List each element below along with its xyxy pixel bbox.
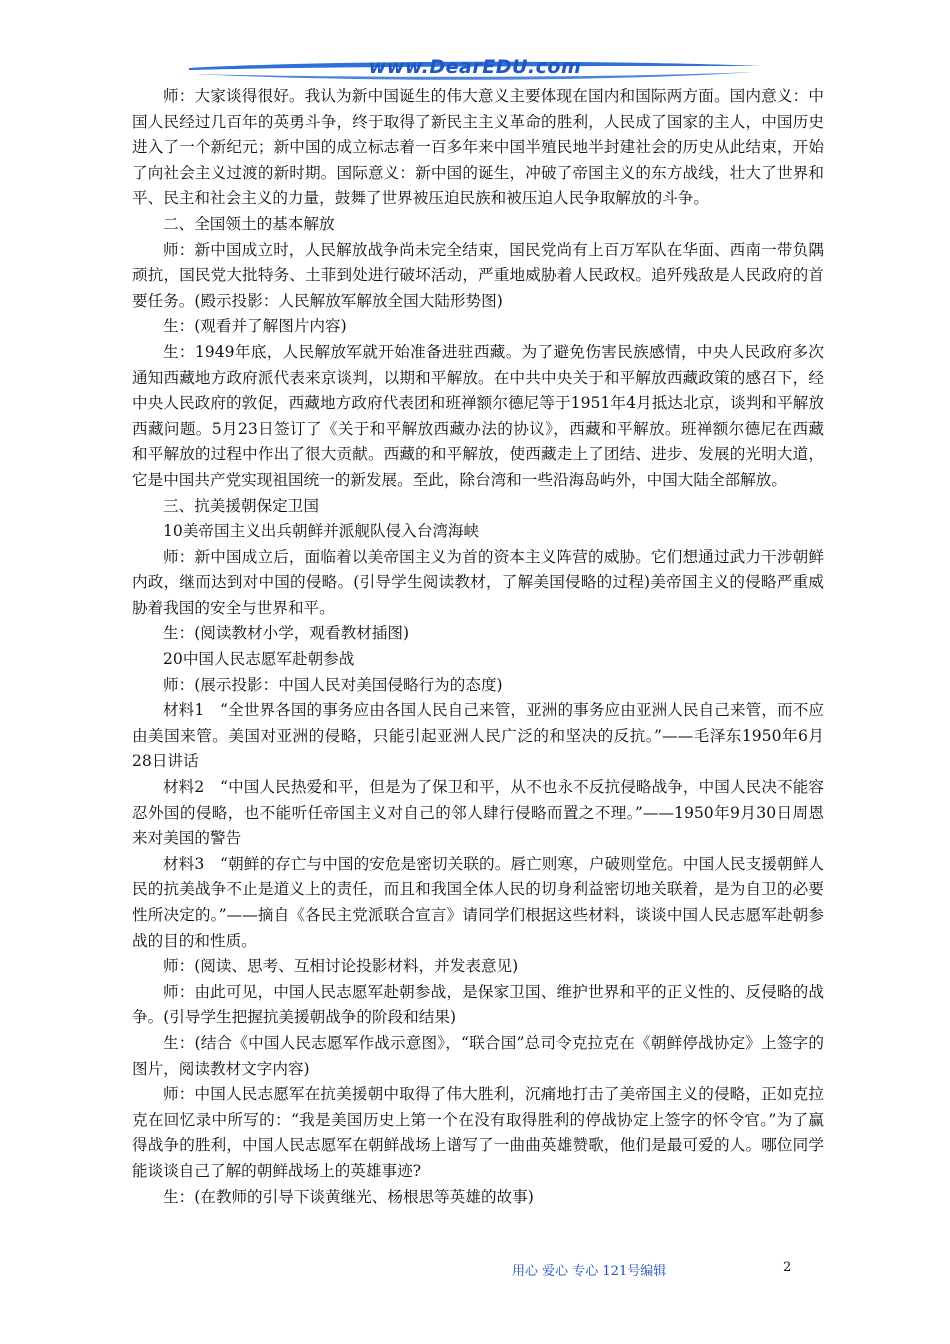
material-quote: 材料2 “中国人民热爱和平，但是为了保卫和平，从不也永不反抗侵略战争，中国人民决不能容忍外国的侵略，也不能听任帝国主义对自己的邻人肆行侵略而置之不理。”——1950年9月30日周恩来对美国的警告	[132, 778, 824, 848]
material-quote: 材料3 “朝鲜的存亡与中国的安危是密切关联的。唇亡则寒，户破则堂危。中国人民支援朝鲜人民的抗美战争不止是道义上的责任，而且和我国全体人民的切身利益密切地关联着，是为自卫的必要性所决定的。”——摘自《各民主党派联合宣言》请同学们根据这些材料，谈谈中国人民志愿军赴朝参战的目的和性质。	[132, 854, 824, 950]
paragraph: 生：(在教师的引导下谈黄继光、杨根思等英雄的故事)	[163, 1187, 534, 1206]
paragraph: 生：(阅读教材小学，观看教材插图)	[163, 624, 410, 643]
section-heading: 三、抗美援朝保定卫国	[163, 496, 319, 515]
paragraph: 生：(结合《中国人民志愿军作战示意图》，“联合国”总司令克拉克在《朝鲜停战协定》上签字的图片，阅读教材文字内容)	[132, 1033, 824, 1078]
paragraph: 师：(展示投影：中国人民对美国侵略行为的态度)	[163, 675, 503, 694]
material-quote: 材料1 “全世界各国的事务应由各国人民自己来管，亚洲的事务应由亚洲人民自己来管，而不应由美国来管。美国对亚洲的侵略，只能引起亚洲人民广泛的和坚决的反抗。”——毛泽东1950年6月28日讲话	[132, 701, 824, 771]
paragraph: 师：中国人民志愿军在抗美援朝中取得了伟大胜利，沉痛地打击了美帝国主义的侵略，正如克拉克在回忆录中所写的：“我是美国历史上第一个在没有取得胜利的停战协定上签字的怀令官。”为了赢得战争的胜利，中国人民志愿军在朝鲜战场上谱写了一曲曲英雄赞歌，他们是最可爱的人。哪位同学能谈谈自己了解的朝鲜战场上的英雄事迹?	[132, 1085, 824, 1180]
paragraph: 师：大家谈得很好。我认为新中国诞生的伟大意义主要体现在国内和国际两方面。国内意义：中国人民经过几百年的英勇斗争，终于取得了新民主主义革命的胜利，人民成了国家的主人，中国历史进入了一个新纪元；新中国的成立标志着一百多年来中国半殖民地半封建社会的历史从此结束，开始了向社会主义过渡的新时期。国际意义：新中国的诞生，冲破了帝国主义的东方战线，壮大了世界和平、民主和社会主义的力量，鼓舞了世界被压迫民族和被压迫人民争取解放的斗争。	[132, 87, 824, 208]
paragraph: 师：(阅读、思考、互相讨论投影材料，并发表意见)	[163, 957, 519, 976]
paragraph: 师：由此可见，中国人民志愿军赴朝参战，是保家卫国、维护世界和平的正义性的、反侵略的战争。(引导学生把握抗美援朝战争的阶段和结果)	[132, 982, 824, 1027]
subsection-heading: 10美帝国主义出兵朝鲜并派舰队侵入台湾海峡	[163, 522, 480, 541]
subsection-heading: 20中国人民志愿军赴朝参战	[163, 650, 355, 669]
site-logo: www.DearEDU.com	[368, 56, 582, 78]
section-heading: 二、全国领土的基本解放	[163, 214, 335, 233]
page-header	[185, 52, 765, 88]
footer-note: 用心 爱心 专心 121号编辑	[512, 1264, 667, 1279]
paragraph: 师：新中国成立时，人民解放战争尚未完全结束，国民党尚有上百万军队在华面、西南一带负隅顽抗，国民党大批特务、土菲到处进行破坏活动，严重地威胁着人民政权。追歼残敌是人民政府的首要任务。(殿示投影：人民解放军解放全国大陆形势图)	[132, 240, 824, 310]
paragraph: 生：(观看并了解图片内容)	[163, 317, 347, 336]
paragraph: 生：1949年底，人民解放军就开始准备进驻西藏。为了避免伤害民族感情，中央人民政府多次通知西藏地方政府派代表来京谈判，以期和平解放。在中共中央关于和平解放西藏政策的感召下，经中央人民政府的敦促，西藏地方政府代表团和班禅额尔德尼等于1951年4月抵达北京，谈判和平解放西藏问题。5月23日签订了《关于和平解放西藏办法的协议》，西藏和平解放。班禅额尔德尼在西藏和平解放的过程中作出了很大贡献。西藏的和平解放，使西藏走上了团结、进步、发展的光明大道，它是中国共产党实现祖国统一的新发展。至此，除台湾和一些沿海岛屿外，中国大陆全部解放。	[132, 342, 824, 489]
page-number: 2	[783, 1260, 792, 1275]
document-body	[132, 84, 824, 1210]
paragraph: 师：新中国成立后，面临着以美帝国主义为首的资本主义阵营的威胁。它们想通过武力干涉朝鲜内政，继而达到对中国的侵略。(引导学生阅读教材，了解美国侵略的过程)美帝国主义的侵略严重威胁着我国的安全与世界和平。	[132, 547, 824, 617]
